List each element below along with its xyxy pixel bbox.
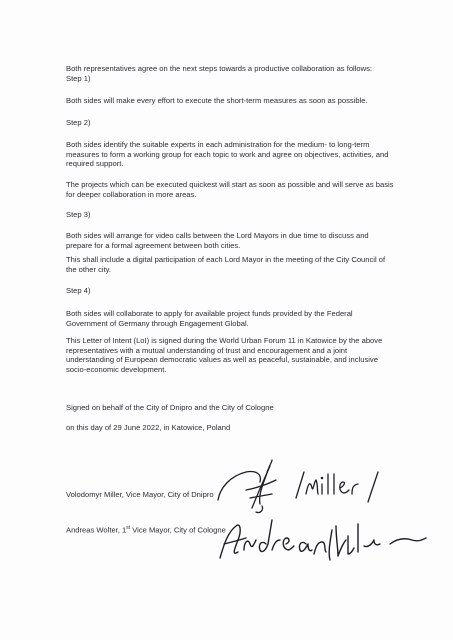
signatory-wolter-title: Vice Mayor, City of Cologne [130,525,226,535]
step-2-text: Both sides identify the suitable experts in each administration for the medium- to long-term measures to form a working group for each topic to work and agree on objectives, activities, and required support. [66,140,389,169]
step-2-heading: Step 2) [66,118,91,127]
step-2-text-b: The projects which can be executed quickest will start as soon as possible and will serve as basis for deeper collaboration in more areas. [66,180,394,199]
signatory-miller: Volodomyr Miller, Vice Mayor, City of Dnipro [66,490,214,499]
signatory-wolter-name: Andreas Wolter, 1 [66,525,127,535]
step-3-heading: Step 3) [66,210,91,219]
step-3-text-b: This shall include a digital participation of each Lord Mayor in the meeting of the City Council of the other city. [66,255,386,274]
step-1-heading: Step 1) [66,74,91,83]
signatory-wolter-ordinal: st [126,525,131,531]
wolter-signature [214,508,434,570]
date-line: on this day of 29 June 2022, in Katowice, Poland [66,423,231,432]
loi-paragraph: This Letter of Intent (LoI) is signed during the World Urban Forum 11 in Katowice by the above representatives with a mutual understanding of trust and encouragement and a joint understanding of European democratic values as well as peaceful, sustainable, and inclusive socio-economic development. [66,336,383,374]
step-3-text: Both sides will arrange for video calls between the Lord Mayors in due time to discuss and prepare for a formal agreement between both cities. [66,231,369,250]
step-4-heading: Step 4) [66,286,91,295]
step-1-text: Both sides will make every effort to execute the short-term measures as soon as possible. [66,96,368,105]
step-4-text: Both sides will collaborate to apply for available project funds provided by the Federal Government of Germany through Engagement Global. [66,309,353,328]
signed-on-behalf: Signed on behalf of the City of Dnipro and the City of Cologne [66,403,274,412]
intro-paragraph: Both representatives agree on the next steps towards a productive collaboration as follows: [66,64,373,73]
